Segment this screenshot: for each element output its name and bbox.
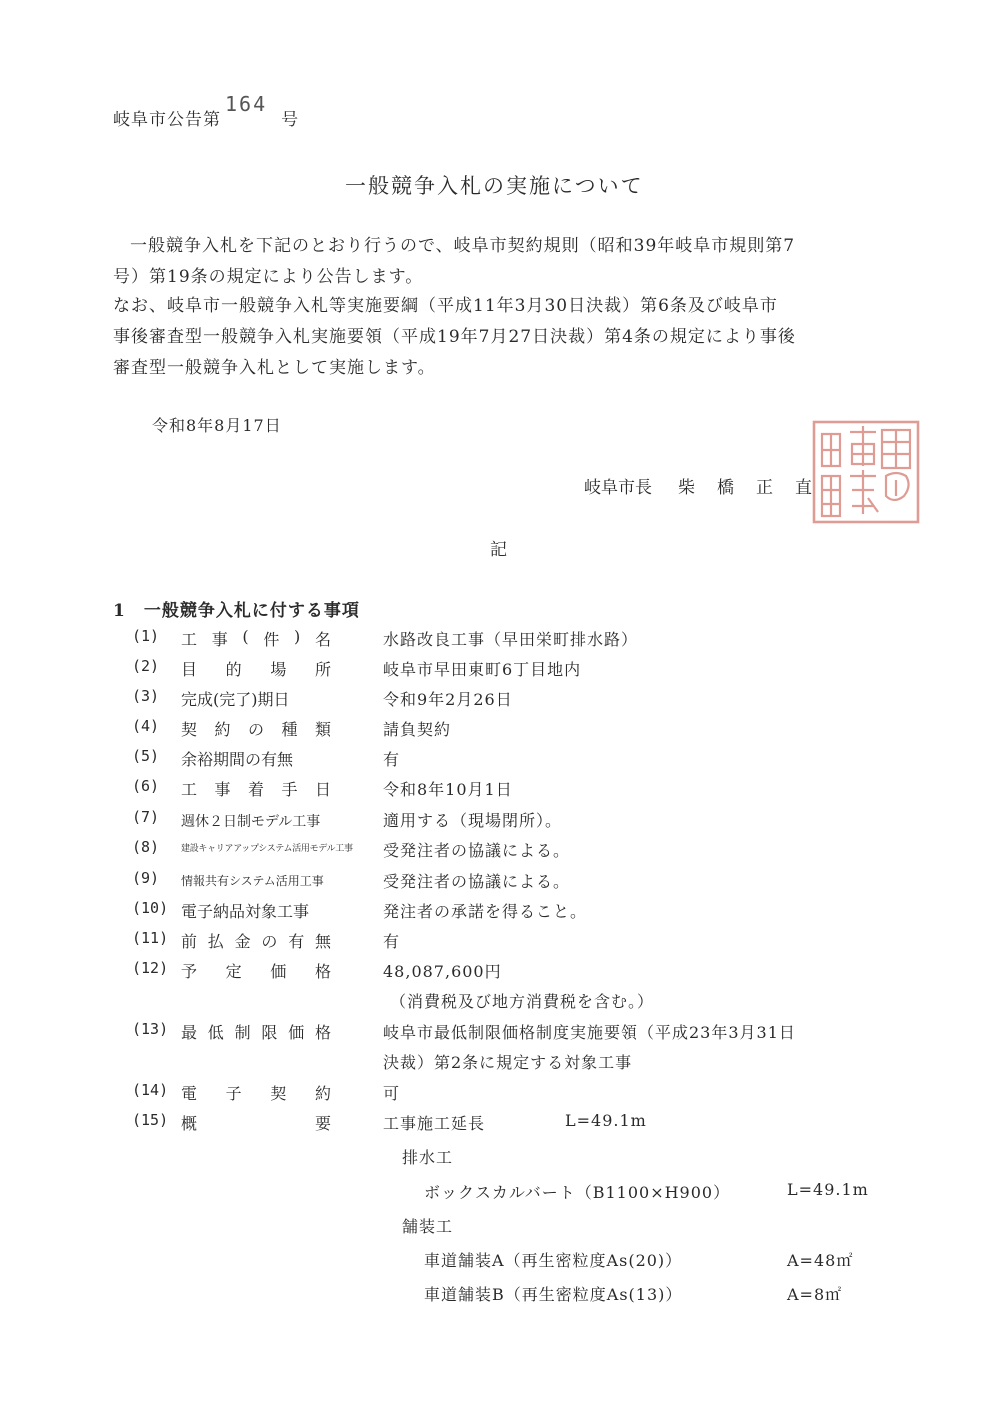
item-label: 工 事 着 手 日 [181, 780, 331, 799]
item-value: 有 [383, 932, 401, 951]
item-number: (10) [132, 899, 169, 917]
item-number: (9) [132, 869, 160, 887]
mayor-name-char: 橋 [717, 478, 734, 498]
construction-length: L=49.1m [565, 1111, 647, 1130]
item-number: (2) [132, 657, 160, 675]
box-culvert-length: L=49.1m [787, 1180, 869, 1199]
item-value: 発注者の承諾を得ること。 [383, 902, 588, 921]
item-number: (5) [132, 747, 160, 765]
document-title: 一般競争入札の実施について [345, 174, 644, 198]
item-label: 目 的 場 所 [181, 660, 331, 679]
item-label: 契 約 の 種 類 [181, 720, 331, 739]
item-value: 工事施工延長 [383, 1114, 486, 1133]
paving-a-area: A=48㎡ [787, 1251, 854, 1270]
note-line-3: 審査型一般競争入札として実施します。 [113, 358, 436, 378]
item-value: 令和9年2月26日 [383, 690, 513, 709]
note-line-2: 事後審査型一般競争入札実施要領（平成19年7月27日決裁）第4条の規定により事後 [113, 327, 796, 347]
item-label: 最 低 制 限 価 格 [181, 1023, 331, 1042]
item-label: 予 定 価 格 [181, 962, 331, 981]
item-number: (3) [132, 687, 160, 705]
item-label: 完成(完了)期日 [181, 690, 290, 709]
item-13-line-2: 決裁）第2条に規定する対象工事 [383, 1053, 633, 1072]
ki-note-heading: 記 [490, 540, 507, 560]
paving-b-line: 車道舗装B（再生密粒度As(13)） [424, 1285, 683, 1304]
item-number: (14) [132, 1081, 169, 1099]
item-label: 電 子 契 約 [181, 1084, 331, 1103]
item-value: 48,087,600円 [383, 962, 502, 981]
mayor-title: 岐阜市長 [584, 478, 652, 498]
note-line-1: なお、岐阜市一般競争入札等実施要綱（平成11年3月30日決裁）第6条及び岐阜市 [113, 296, 778, 316]
intro-line-2: 号）第19条の規定により公告します。 [113, 267, 424, 287]
item-12-tax-note: （消費税及び地方消費税を含む。） [390, 992, 655, 1011]
issue-date: 令和8年8月17日 [152, 416, 282, 435]
box-culvert-line: ボックスカルバート（B1100×H900） [424, 1183, 731, 1202]
paving-b-area: A=8㎡ [787, 1285, 843, 1304]
item-number: (15) [132, 1111, 169, 1129]
mayor-name-char: 正 [756, 478, 773, 498]
mayor-name-char: 柴 [678, 478, 695, 498]
item-label: 前 払 金 の 有 無 [181, 932, 331, 951]
item-number: (12) [132, 959, 169, 977]
item-number: (7) [132, 808, 160, 826]
item-label: 工 事 ( 件 ) 名 [181, 627, 331, 649]
item-value: 令和8年10月1日 [383, 780, 513, 799]
item-value: 岐阜市最低制限価格制度実施要領（平成23年3月31日 [383, 1023, 796, 1042]
drainage-heading: 排水工 [402, 1148, 454, 1167]
notice-suffix: 号 [281, 110, 300, 130]
item-value: 適用する（現場閉所）。 [383, 811, 563, 830]
paving-heading: 舗装工 [402, 1217, 454, 1236]
item-number: (13) [132, 1020, 169, 1038]
intro-line-1: 一般競争入札を下記のとおり行うので、岐阜市契約規則（昭和39年岐阜市規則第7 [130, 236, 796, 256]
item-value: 受発注者の協議による。 [383, 872, 571, 891]
item-number: (1) [132, 627, 160, 645]
item-label: 建設キャリアアップシステム活用モデル工事 [181, 844, 353, 854]
item-value: 受発注者の協議による。 [383, 841, 571, 860]
notice-prefix: 岐阜市公告第 [113, 110, 221, 130]
notice-number-line [113, 92, 300, 130]
note-paragraph [113, 291, 796, 384]
item-number: (8) [132, 838, 160, 856]
item-number: (11) [132, 929, 169, 947]
mayor-name-char: 直 [795, 478, 812, 498]
item-value: 有 [383, 750, 401, 769]
item-value: 請負契約 [383, 720, 452, 739]
official-seal-stamp [810, 418, 922, 526]
paving-a-line: 車道舗装A（再生密粒度As(20)） [424, 1251, 683, 1270]
intro-paragraph [113, 231, 795, 293]
item-label: 余裕期間の有無 [181, 750, 294, 769]
item-number: (6) [132, 777, 160, 795]
item-value: 可 [383, 1084, 401, 1103]
item-value: 水路改良工事（早田栄町排水路） [383, 630, 639, 649]
item-label: 週休２日制モデル工事 [181, 814, 321, 830]
item-label: 電子納品対象工事 [181, 902, 310, 921]
item-label: 概 要 [181, 1114, 331, 1133]
item-number: (4) [132, 717, 160, 735]
item-value: 岐阜市早田東町6丁目地内 [383, 660, 582, 679]
mayor-signature [584, 473, 834, 498]
notice-number: 164 [225, 92, 268, 116]
section-1-heading: 1 一般競争入札に付する事項 [113, 601, 360, 621]
item-label: 情報共有システム活用工事 [181, 874, 324, 888]
